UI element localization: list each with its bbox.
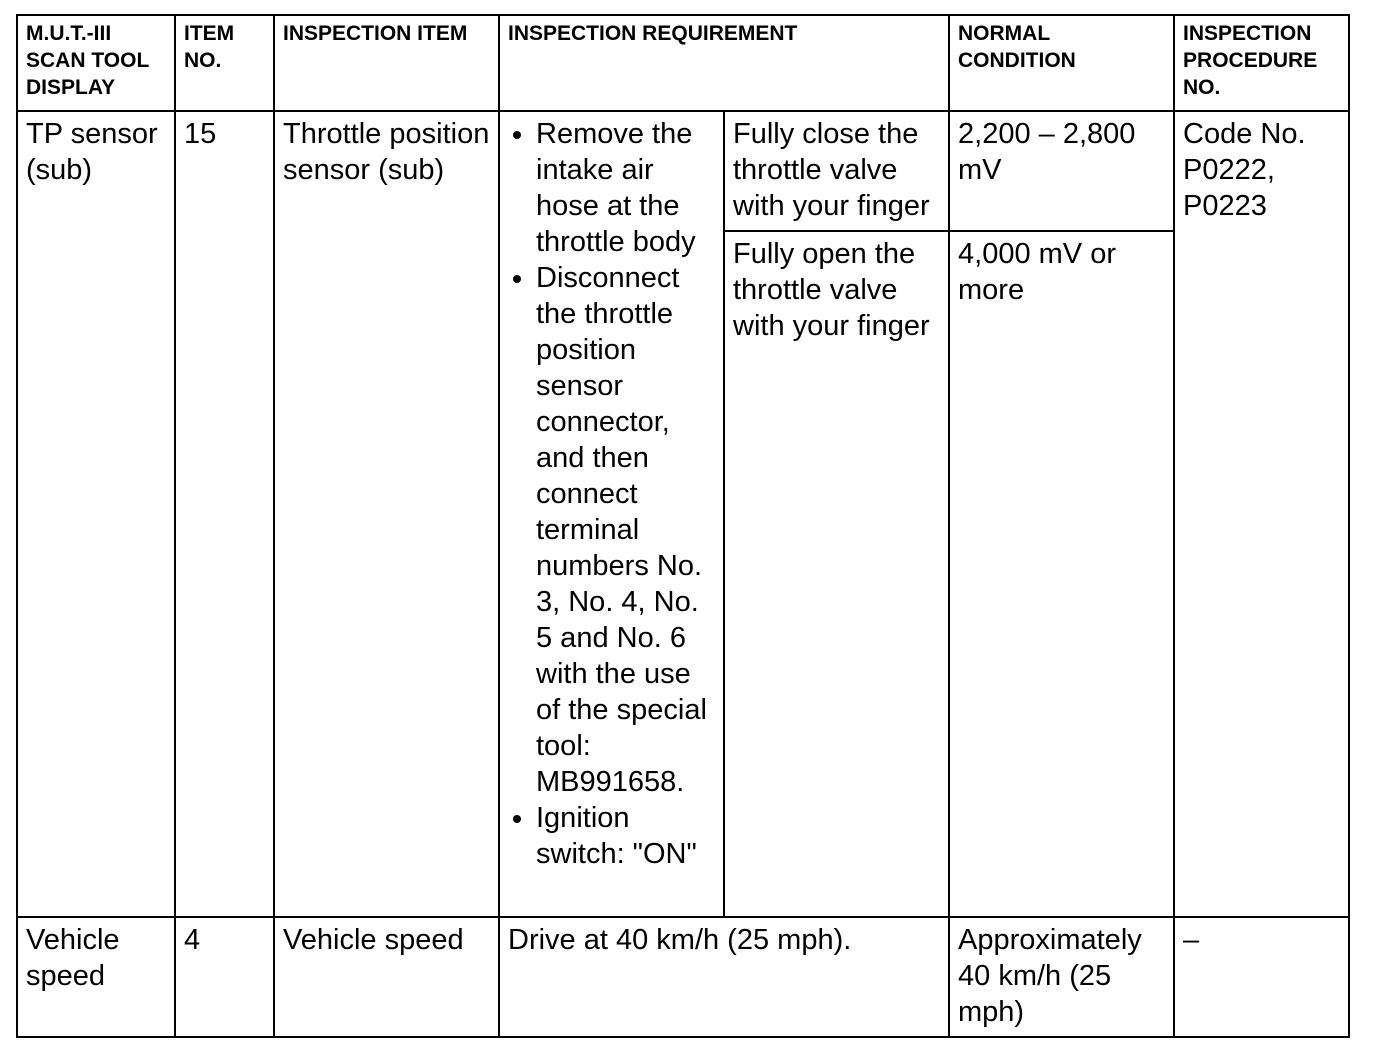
header-display: M.U.T.-III SCAN TOOL DISPLAY — [17, 15, 175, 111]
header-inspection-item: INSPECTION ITEM — [274, 15, 499, 111]
cell-procedure-no: Code No. P0222, P0223 — [1174, 111, 1349, 917]
cell-item-no: 4 — [175, 917, 274, 1037]
header-inspection-requirement: INSPECTION REQUIREMENT — [499, 15, 949, 111]
inspection-table — [16, 14, 1350, 1038]
requirement-step: • Remove the intake air hose at the throttle body — [536, 116, 715, 260]
cell-condition-requirement: Fully close the throttle valve with your finger — [724, 111, 949, 231]
table-row — [17, 917, 1349, 1037]
cell-display: Vehicle speed — [17, 917, 175, 1037]
header-procedure-no: INSPECTION PROCEDURE NO. — [1174, 15, 1349, 111]
requirement-step: • Ignition switch: "ON" — [536, 800, 715, 872]
requirement-step: • Disconnect the throttle position sensor connector, and then connect terminal numbers No. 3, No. 4, No. 5 and No. 6 with the use of the special tool: MB991658. — [536, 260, 715, 800]
cell-normal-condition: 2,200 – 2,800 mV — [949, 111, 1174, 231]
cell-condition-requirement: Fully open the throttle valve with your finger — [724, 231, 949, 917]
header-normal-condition: NORMAL CONDITION — [949, 15, 1174, 111]
cell-display: TP sensor (sub) — [17, 111, 175, 917]
cell-item-no: 15 — [175, 111, 274, 917]
table-row — [17, 111, 1349, 231]
header-row — [17, 15, 1349, 111]
cell-requirement: Drive at 40 km/h (25 mph). — [499, 917, 949, 1037]
requirement-step-list — [508, 116, 715, 872]
cell-normal-condition: 4,000 mV or more — [949, 231, 1174, 917]
cell-requirement-steps — [499, 111, 724, 917]
header-item-no: ITEM NO. — [175, 15, 274, 111]
cell-normal-condition: Approximately 40 km/h (25 mph) — [949, 917, 1174, 1037]
cell-inspection-item: Vehicle speed — [274, 917, 499, 1037]
cell-inspection-item: Throttle position sensor (sub) — [274, 111, 499, 917]
cell-procedure-no: – — [1174, 917, 1349, 1037]
